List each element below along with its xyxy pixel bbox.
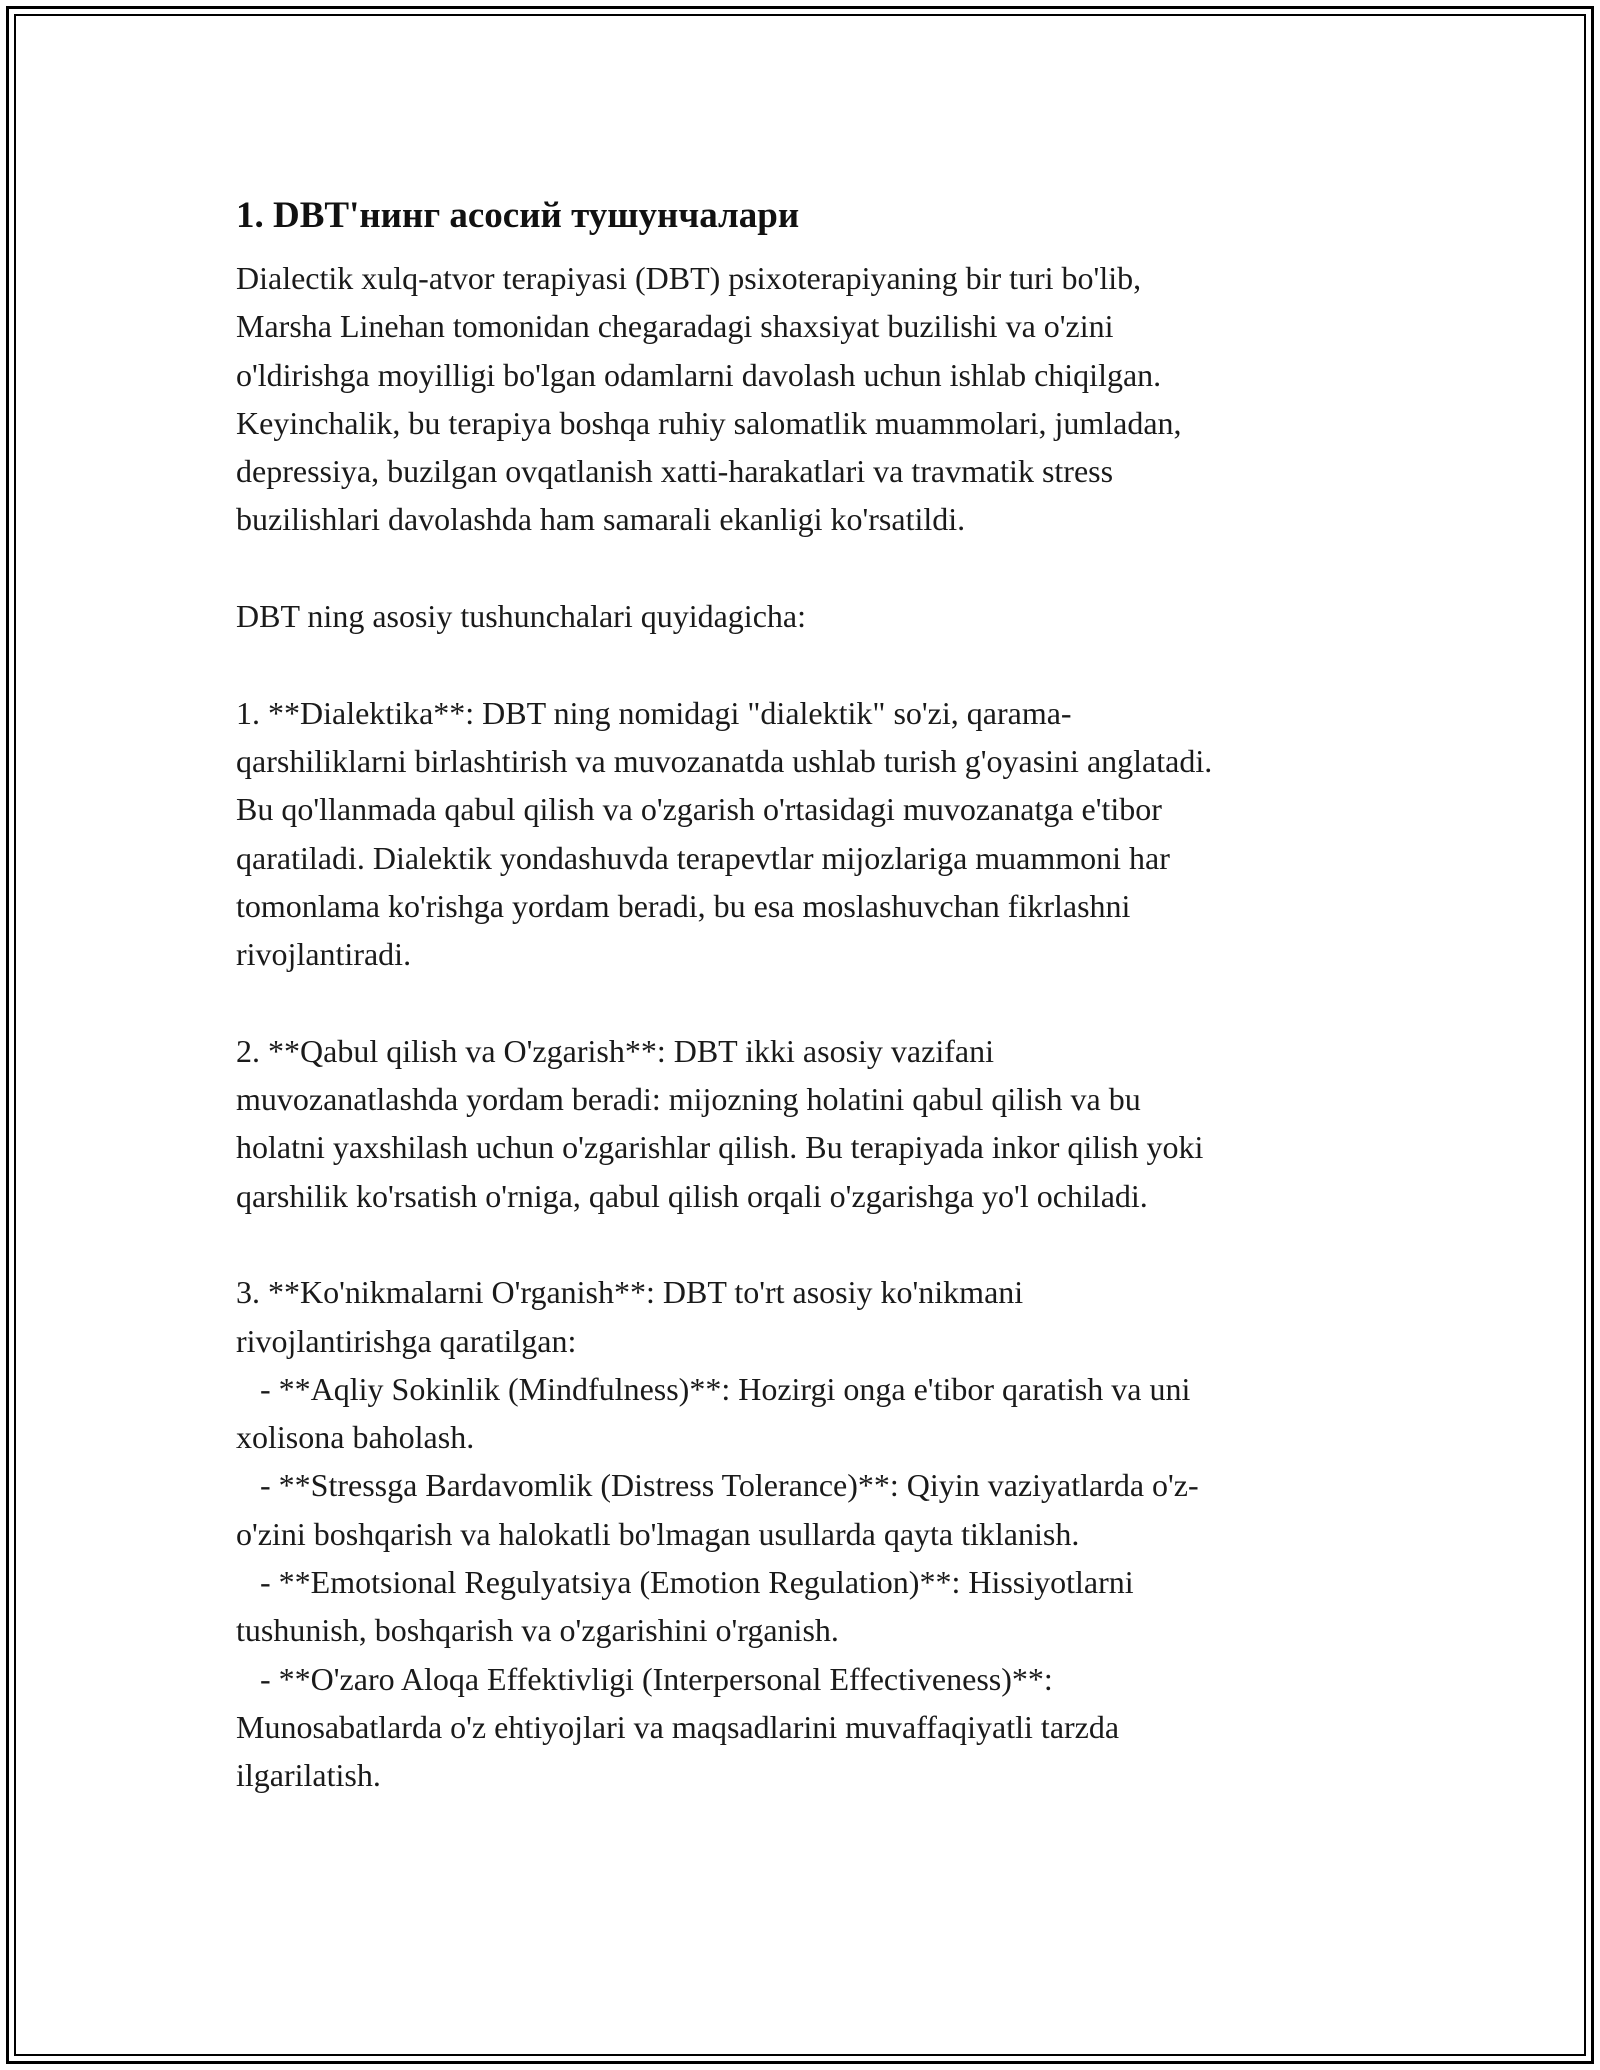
text-line: - **O'zaro Aloqa Effektivligi (Interpersonal Effectiveness)**: <box>236 1660 1053 1697</box>
text-line: tushunish, boshqarish va o'zgarishini o'rganish. <box>236 1612 839 1649</box>
text-line: tomonlama ko'rishga yordam beradi, bu esa moslashuvchan fikrlashni <box>236 887 1131 924</box>
paragraph-dialectics <box>236 689 1396 979</box>
document-body <box>236 188 1396 1848</box>
text-line: - **Stressga Bardavomlik (Distress Tolerance)**: Qiyin vaziyatlarda o'z- <box>236 1467 1199 1504</box>
text-line: o'ldirishga moyilligi bo'lgan odamlarni davolash uchun ishlab chiqilgan. <box>236 356 1162 393</box>
text-line: 1. **Dialektika**: DBT ning nomidagi "dialektik" so'zi, qarama- <box>236 694 1072 731</box>
text-line: - **Aqliy Sokinlik (Mindfulness)**: Hozirgi onga e'tibor qaratish va uni <box>236 1370 1191 1407</box>
paragraph-intro <box>236 254 1396 544</box>
text-line: rivojlantirishga qaratilgan: <box>236 1322 577 1359</box>
text-line: holatni yaxshilash uchun o'zgarishlar qilish. Bu terapiyada inkor qilish yoki <box>236 1129 1204 1166</box>
text-line: 3. **Ko'nikmalarni O'rganish**: DBT to'rt asosiy ko'nikmani <box>236 1274 1024 1311</box>
text-line: Dialectik xulq-atvor terapiyasi (DBT) psixoterapiyaning bir turi bo'lib, <box>236 260 1142 296</box>
text-line: Keyinchalik, bu terapiya boshqa ruhiy salomatlik muammolari, jumladan, <box>236 404 1182 441</box>
text-line: Munosabatlarda o'z ehtiyojlari va maqsadlarini muvaffaqiyatli tarzda <box>236 1708 1120 1745</box>
text-line: Bu qo'llanmada qabul qilish va o'zgarish o'rtasidagi muvozanatga e'tibor <box>236 791 1162 828</box>
text-line: qarshilik ko'rsatish o'rniga, qabul qilish orqali o'zgarishga yo'l ochiladi. <box>236 1177 1148 1214</box>
text-line: xolisona baholash. <box>236 1419 475 1456</box>
text-line: ilgarilatish. <box>236 1757 381 1794</box>
text-line: rivojlantiradi. <box>236 936 412 973</box>
text-line: qarshiliklarni birlashtirish va muvozanatda ushlab turish g'oyasini anglatadi. <box>236 742 1213 779</box>
text-line: Marsha Linehan tomonidan chegaradagi shaxsiyat buzilishi va o'zini <box>236 308 1114 345</box>
text-line: muvozanatlashda yordam beradi: mijozning holatini qabul qilish va bu <box>236 1081 1141 1118</box>
text-line: DBT ning asosiy tushunchalari quyidagicha: <box>236 598 806 635</box>
paragraph-skills <box>236 1268 1396 1799</box>
text-line: buzilishlari davolashda ham samarali ekanligi ko'rsatildi. <box>236 501 966 538</box>
text-line: qaratiladi. Dialektik yondashuvda terapevtlar mijozlariga muammoni har <box>236 839 1170 876</box>
document-title: 1. DBT'нинг асосий тушунчалари <box>236 195 800 236</box>
paragraph-list-intro <box>236 592 1396 640</box>
paragraph-acceptance-change <box>236 1027 1396 1220</box>
text-line: - **Emotsional Regulyatsiya (Emotion Regulation)**: Hissiyotlarni <box>236 1564 1134 1601</box>
text-line: depressiya, buzilgan ovqatlanish xatti-harakatlari va travmatik stress <box>236 453 1114 490</box>
text-line: 2. **Qabul qilish va O'zgarish**: DBT ikki asosiy vazifani <box>236 1032 994 1069</box>
text-line: o'zini boshqarish va halokatli bo'lmagan usullarda qayta tiklanish. <box>236 1515 1080 1552</box>
